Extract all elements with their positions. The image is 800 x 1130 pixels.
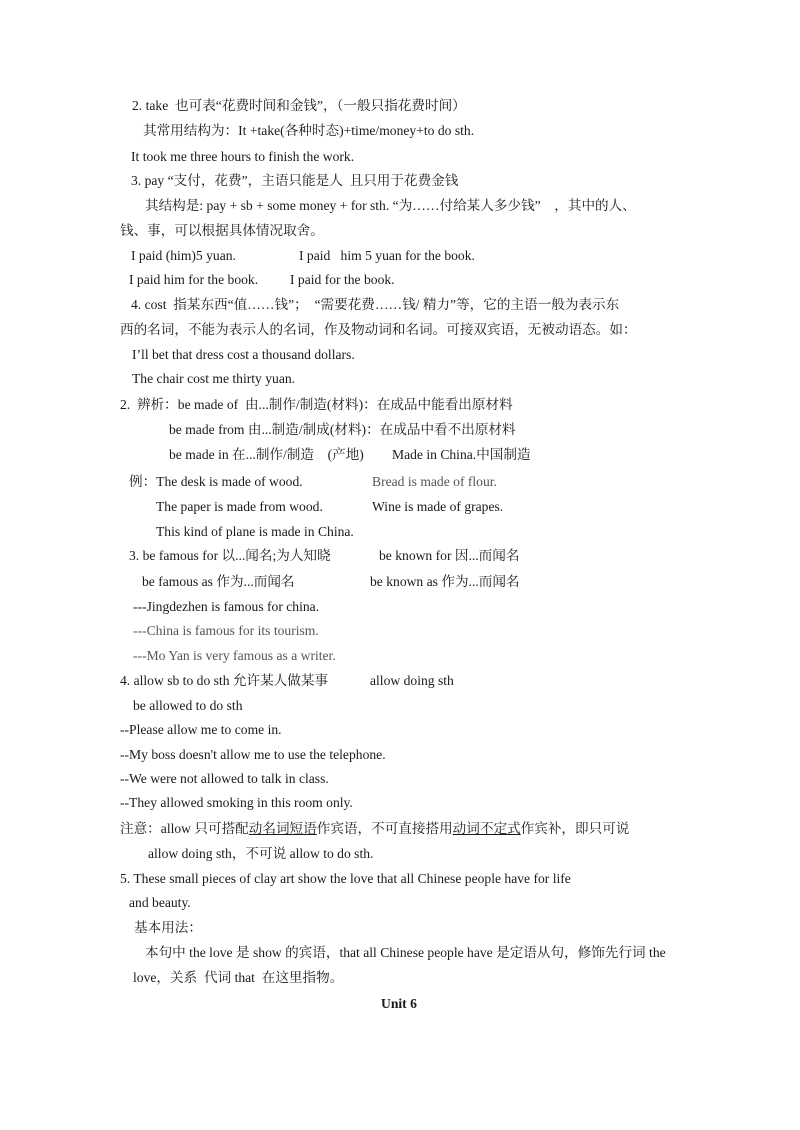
text-line: be famous as 作为...而闻名 xyxy=(142,574,295,589)
text-line: Made in China.中国制造 xyxy=(392,447,531,462)
underlined-term: 动名词短语 xyxy=(248,821,317,836)
text-line: be allowed to do sth xyxy=(133,698,243,713)
text-line: It took me three hours to finish the work. xyxy=(131,149,355,164)
text-line: I’ll bet that dress cost a thousand dollars. xyxy=(132,347,355,362)
text-line: I paid for the book. xyxy=(290,272,395,287)
text-line: 其常用结构为：It +take(各种时态)+time/money+to do sth. xyxy=(143,123,475,138)
text-line: This kind of plane is made in China. xyxy=(156,524,354,539)
text-segment: 注意：allow 只可搭配 xyxy=(120,821,249,836)
section-heading: Unit 6 xyxy=(381,996,417,1011)
text-line: 西的名词，不能为表示人的名词，作及物动词和名词。可接双宾语，无被动语态。如： xyxy=(120,322,637,337)
text-line: 2. take 也可表“花费时间和金钱”，（一般只指花费时间） xyxy=(132,98,466,113)
text-line: I paid (him)5 yuan. xyxy=(131,248,236,263)
text-line: be made in 在...制作/制造 (产地) xyxy=(169,447,364,462)
text-line: 其结构是: pay + sb + some money + for sth. “为……付给某人多少钱” ，其中的人、 xyxy=(145,198,636,213)
text-line: --They allowed smoking in this room only. xyxy=(120,795,353,810)
text-line: 钱、事，可以根据具体情况取舍。 xyxy=(120,223,324,238)
text-line: --Please allow me to come in. xyxy=(120,722,282,737)
text-line: 3. pay “支付，花费”，主语只能是人 且只用于花费金钱 xyxy=(131,173,459,188)
text-line: love，关系 代词 that 在这里指物。 xyxy=(133,970,344,985)
text-line xyxy=(120,820,629,838)
text-line: and beauty. xyxy=(129,895,191,910)
text-line: Wine is made of grapes. xyxy=(372,499,504,514)
text-line: allow doing sth xyxy=(370,673,454,688)
text-line: 3. be famous for 以...闻名;为人知晓 xyxy=(129,548,331,563)
text-line: The paper is made from wood. xyxy=(156,499,323,514)
text-line: 例：The desk is made of wood. xyxy=(129,474,303,489)
text-line: 4. cost 指某东西“值……钱”； “需要花费……钱/ 精力”等，它的主语一般为表示东 xyxy=(131,297,620,312)
text-line: --We were not allowed to talk in class. xyxy=(120,771,329,786)
text-line: ---Mo Yan is very famous as a writer. xyxy=(133,648,336,663)
text-line: be known for 因...而闻名 xyxy=(379,548,520,563)
text-line: ---Jingdezhen is famous for china. xyxy=(133,599,320,614)
text-line: 2. 辨析：be made of 由...制作/制造(材料)：在成品中能看出原材料 xyxy=(120,397,513,412)
text-line: be made from 由...制造/制成(材料)：在成品中看不出原材料 xyxy=(169,422,516,437)
text-line: 4. allow sb to do sth 允许某人做某事 xyxy=(120,673,329,688)
text-line: be known as 作为...而闻名 xyxy=(370,574,520,589)
text-line: Bread is made of flour. xyxy=(372,474,497,489)
text-line: 本句中 the love 是 show 的宾语，that all Chinese people have 是定语从句，修饰先行词 the xyxy=(145,945,666,960)
text-line: I paid him 5 yuan for the book. xyxy=(299,248,475,263)
text-line: ---China is famous for its tourism. xyxy=(133,623,319,638)
text-line: --My boss doesn't allow me to use the telephone. xyxy=(120,747,386,762)
text-line: 基本用法： xyxy=(134,920,202,935)
text-segment: 作宾补，即只可说 xyxy=(520,821,630,836)
text-line: I paid him for the book. xyxy=(129,272,259,287)
text-line: The chair cost me thirty yuan. xyxy=(132,371,296,386)
text-line: allow doing sth，不可说 allow to do sth. xyxy=(148,846,374,861)
text-line: 5. These small pieces of clay art show the love that all Chinese people have for life xyxy=(120,871,571,886)
underlined-term: 动词不定式 xyxy=(452,821,521,836)
text-segment: 作宾语，不可直接搭用 xyxy=(316,821,453,836)
